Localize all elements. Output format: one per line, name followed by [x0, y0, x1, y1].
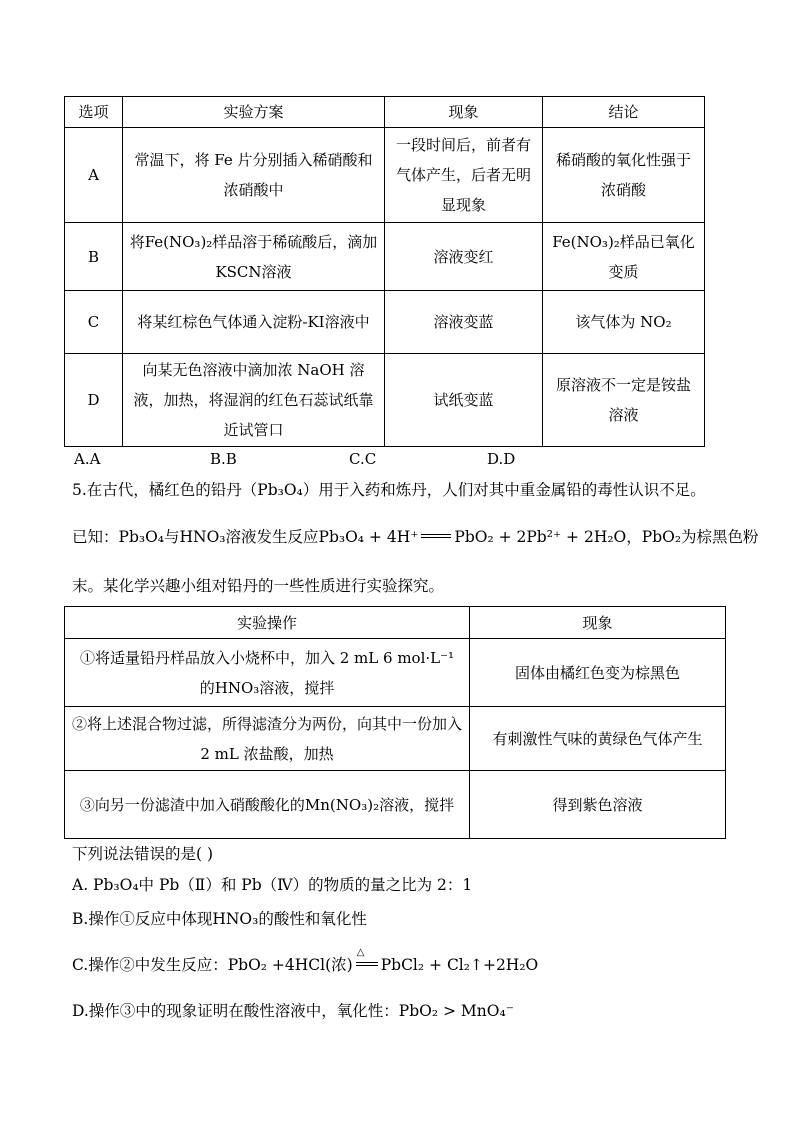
- equation-right: PbO₂ + 2Pb²⁺ + 2H₂O: [454, 528, 627, 546]
- phenomenon-cell: 溶液变蓝: [385, 291, 543, 354]
- option-c[interactable]: [72, 947, 539, 975]
- header-option: 选项: [65, 97, 123, 128]
- equation-left: Pb₃O₄ + 4H⁺: [318, 528, 419, 546]
- option-cell: C: [65, 291, 123, 354]
- option-cell: D: [65, 354, 123, 447]
- table-row: [65, 291, 705, 354]
- choice-c[interactable]: C.C: [349, 450, 377, 468]
- header-phenomenon: 现象: [470, 607, 726, 639]
- table-row: [65, 223, 705, 291]
- option-c-suffix: PbCl₂ + Cl₂↑+2H₂O: [380, 956, 539, 974]
- plan-cell: 将Fe(NO₃)₂样品溶于稀硫酸后，滴加 KSCN溶液: [123, 223, 385, 291]
- known-a: Pb₃O₄与HNO₃溶液发生反应: [118, 528, 319, 546]
- question5-known-cont: 末。某化学兴趣小组对铅丹的一些性质进行实验探究。: [72, 577, 445, 595]
- option-cell: A: [65, 128, 123, 223]
- known-b: ，PbO₂为棕黑色粉: [626, 528, 759, 546]
- choice-a[interactable]: A.A: [74, 450, 101, 468]
- table-row: [65, 639, 726, 707]
- table-row: [65, 128, 705, 223]
- equals-arrow-icon: [421, 534, 451, 538]
- plan-cell: 将某红棕色气体通入淀粉-KI溶液中: [123, 291, 385, 354]
- operation-cell: ①将适量铅丹样品放入小烧杯中，加入 2 mL 6 mol·L⁻¹ 的HNO₃溶液，搅拌: [65, 639, 470, 707]
- phenomenon-cell: 得到紫色溶液: [470, 771, 726, 839]
- table-row: [65, 707, 726, 771]
- option-b[interactable]: B.操作①反应中体现HNO₃的酸性和氧化性: [72, 910, 367, 928]
- option-d[interactable]: D.操作③中的现象证明在酸性溶液中，氧化性：PbO₂ > MnO₄⁻: [72, 1002, 514, 1020]
- header-operation: 实验操作: [65, 607, 470, 639]
- choice-d[interactable]: D.D: [487, 450, 516, 468]
- phenomenon-cell: 试纸变蓝: [385, 354, 543, 447]
- header-plan: 实验方案: [123, 97, 385, 128]
- table-row: [65, 771, 726, 839]
- known-prefix: 已知：: [72, 528, 119, 546]
- phenomenon-cell: 固体由橘红色变为棕黑色: [470, 639, 726, 707]
- header-conclusion: 结论: [543, 97, 705, 128]
- conclusion-cell: 原溶液不一定是铵盐溶液: [543, 354, 705, 447]
- question-stem: 下列说法错误的是( ): [72, 845, 214, 863]
- option-cell: B: [65, 223, 123, 291]
- phenomenon-cell: 有刺激性气味的黄绿色气体产生: [470, 707, 726, 771]
- heat-equals-icon: [353, 947, 381, 974]
- plan-cell: 向某无色溶液中滴加浓 NaOH 溶液，加热，将湿润的红色石蕊试纸靠近试管口: [123, 354, 385, 447]
- table-row: [65, 354, 705, 447]
- conclusion-cell: 稀硝酸的氧化性强于浓硝酸: [543, 128, 705, 223]
- operation-cell: ②将上述混合物过滤，所得滤渣分为两份，向其中一份加入 2 mL 浓盐酸，加热: [65, 707, 470, 771]
- equals-line: [356, 962, 378, 966]
- option-c-prefix: C.操作②中发生反应：PbO₂ +4HCl(浓): [72, 956, 353, 974]
- question5-intro: 5.在古代，橘红色的铅丹（Pb₃O₄）用于入药和炼丹，人们对其中重金属铅的毒性认识不足。: [72, 481, 706, 499]
- phenomenon-cell: 溶液变红: [385, 223, 543, 291]
- conclusion-cell: Fe(NO₃)₂样品已氧化变质: [543, 223, 705, 291]
- delta-icon: △: [356, 947, 365, 958]
- experiment-table-q5: [64, 606, 726, 839]
- phenomenon-cell: 一段时间后，前者有气体产生，后者无明显现象: [385, 128, 543, 223]
- plan-cell: 常温下，将 Fe 片分别插入稀硝酸和浓硝酸中: [123, 128, 385, 223]
- experiment-table-q4: [64, 96, 705, 447]
- choice-b[interactable]: B.B: [210, 450, 237, 468]
- conclusion-cell: 该气体为 NO₂: [543, 291, 705, 354]
- option-a[interactable]: A. Pb₃O₄中 Pb（Ⅱ）和 Pb（Ⅳ）的物质的量之比为 2：1: [72, 876, 473, 894]
- operation-cell: ③向另一份滤渣中加入硝酸酸化的Mn(NO₃)₂溶液，搅拌: [65, 771, 470, 839]
- header-phenomenon: 现象: [385, 97, 543, 128]
- question5-known: [72, 525, 759, 547]
